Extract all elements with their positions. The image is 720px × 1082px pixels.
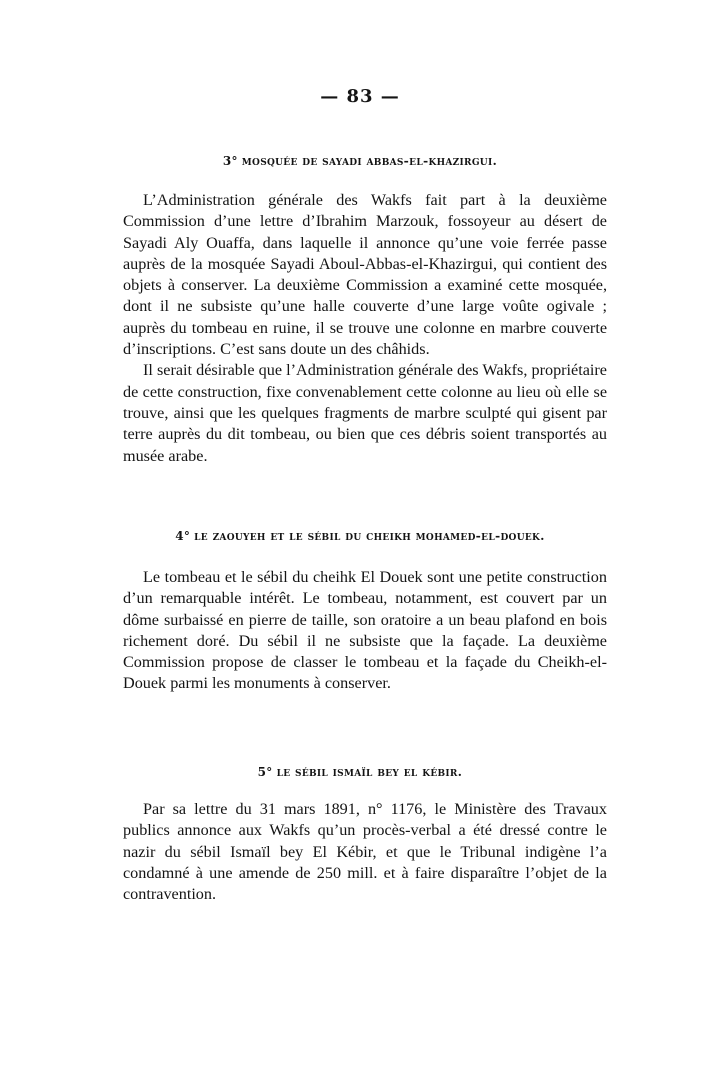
section-body (123, 799, 607, 905)
section-body (123, 190, 607, 467)
section-title: le zaouyeh et le sébil du cheikh mohamed-el-douek. (194, 528, 545, 543)
page-number: — 83 — (320, 86, 400, 107)
section-number: 3° (222, 154, 238, 168)
section-title: mosquée de sayadi abbas-el-khazirgui. (241, 153, 498, 168)
paragraph: L’Administration générale des Wakfs fait part à la deuxième Commission d’une lettre d’Ibrahim Marzouk, fossoyeur au désert de Sayadi Aly Ouaffa, dans laquelle il annonce qu’une voie ferrée passe auprès de la mosquée Sayadi Aboul-Abbas-el-Khazirgui, qui contient des objets à conserver. La deuxième Commission a examiné cette mosquée, dont il ne subsiste qu’une halle couverte d’une large voûte ogivale ; auprès du tombeau en ruine, il se trouve une colonne en marbre couverte d’inscriptions. C’est sans doute un des châhids. (123, 191, 607, 359)
paragraph: Par sa lettre du 31 mars 1891, n° 1176, le Ministère des Travaux publics annonce aux Wakfs qu’un procès-verbal a été dressé contre le nazir du sébil Ismaïl bey El Kébir, et que le Tribunal indigène l’a condamné à une amende de 250 mill. et à faire disparaître l’objet de la contravention. (123, 800, 607, 904)
section-heading (0, 764, 720, 779)
section-number: 5° (257, 765, 273, 779)
section-title: le sébil ismaïl bey el kébir. (276, 764, 463, 779)
section-body (123, 567, 607, 695)
section-heading (0, 153, 720, 168)
section-heading (0, 528, 720, 543)
section-number: 4° (175, 529, 191, 543)
paragraph: Le tombeau et le sébil du cheihk El Douek sont une petite construction d’un remarquable intérêt. Le tombeau, notamment, est couvert par un dôme surbaissé en pierre de taille, son oratoire a un beau plafond en bois richement doré. Du sébil il ne subsiste que la façade. La deuxième Commission propose de classer le tombeau et la façade du Cheikh-el-Douek parmi les monuments à conserver. (123, 568, 607, 693)
paragraph: Il serait désirable que l’Administration générale des Wakfs, propriétaire de cette construction, fixe convenablement cette colonne au lieu où elle se trouve, ainsi que les quelques fragments de marbre sculpté qui gisent par terre auprès du dit tombeau, ou bien que ces débris soient transportés au musée arabe. (123, 361, 607, 465)
